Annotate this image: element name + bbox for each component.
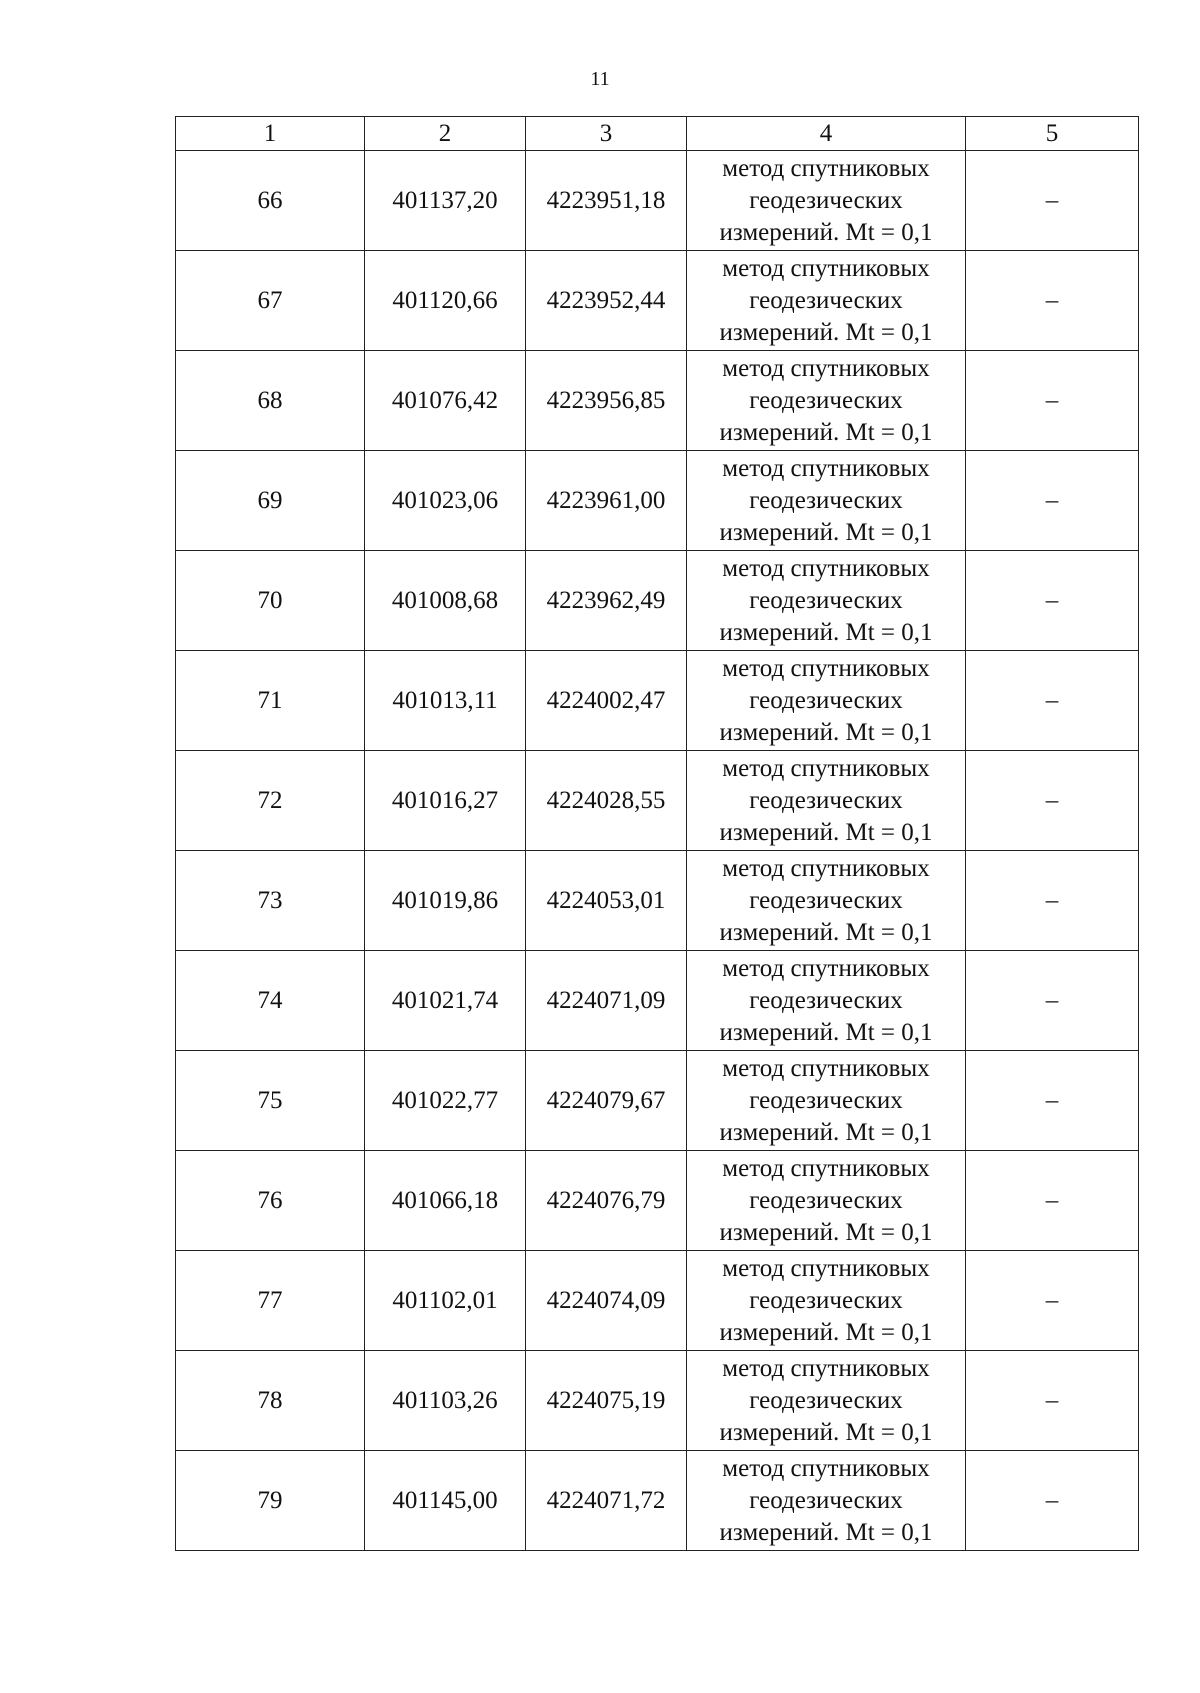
- y-coordinate-cell: 4223952,44: [526, 251, 687, 351]
- x-coordinate-cell: 401102,01: [365, 1251, 526, 1351]
- method-text-line: геодезических: [749, 1186, 903, 1214]
- method-cell: [687, 851, 966, 951]
- method-text-line: метод спутниковых: [722, 754, 930, 782]
- point-number-cell: 69: [176, 451, 365, 551]
- method-cell: [687, 1151, 966, 1251]
- table-row: [176, 451, 1139, 551]
- method-text-line: геодезических: [749, 586, 903, 614]
- point-number-cell: 67: [176, 251, 365, 351]
- method-cell: [687, 951, 966, 1051]
- method-text-line: измерений. Mt = 0,1: [719, 318, 933, 346]
- method-text-line: геодезических: [749, 186, 903, 214]
- method-cell: [687, 251, 966, 351]
- point-number-cell: 68: [176, 351, 365, 451]
- table-row: [176, 1351, 1139, 1451]
- table-row: [176, 651, 1139, 751]
- method-text-line: геодезических: [749, 1286, 903, 1314]
- method-text-line: геодезических: [749, 1086, 903, 1114]
- note-cell: –: [966, 851, 1139, 951]
- x-coordinate-cell: 401145,00: [365, 1451, 526, 1551]
- method-cell: [687, 1051, 966, 1151]
- point-number-cell: 72: [176, 751, 365, 851]
- table-body: [176, 151, 1139, 1551]
- method-text-line: метод спутниковых: [722, 954, 930, 982]
- method-text-line: измерений. Mt = 0,1: [719, 418, 933, 446]
- method-text-line: измерений. Mt = 0,1: [719, 1418, 933, 1446]
- x-coordinate-cell: 401120,66: [365, 251, 526, 351]
- table-row: [176, 551, 1139, 651]
- method-cell: [687, 351, 966, 451]
- point-number-cell: 77: [176, 1251, 365, 1351]
- table-row: [176, 1451, 1139, 1551]
- method-text-line: измерений. Mt = 0,1: [719, 618, 933, 646]
- x-coordinate-cell: 401076,42: [365, 351, 526, 451]
- y-coordinate-cell: 4223962,49: [526, 551, 687, 651]
- method-cell: [687, 551, 966, 651]
- method-text-line: измерений. Mt = 0,1: [719, 1018, 933, 1046]
- note-cell: –: [966, 151, 1139, 251]
- method-text-line: геодезических: [749, 686, 903, 714]
- method-text-line: метод спутниковых: [722, 1154, 930, 1182]
- method-text-line: геодезических: [749, 1386, 903, 1414]
- method-text-line: геодезических: [749, 286, 903, 314]
- x-coordinate-cell: 401137,20: [365, 151, 526, 251]
- note-cell: –: [966, 1151, 1139, 1251]
- point-number-cell: 70: [176, 551, 365, 651]
- page-number: 11: [590, 68, 610, 90]
- note-cell: –: [966, 651, 1139, 751]
- column-header-3: 3: [526, 117, 687, 151]
- table-row: [176, 1151, 1139, 1251]
- method-cell: [687, 1251, 966, 1351]
- x-coordinate-cell: 401103,26: [365, 1351, 526, 1451]
- method-text-line: метод спутниковых: [722, 554, 930, 582]
- note-cell: –: [966, 1351, 1139, 1451]
- table-row: [176, 251, 1139, 351]
- method-text-line: метод спутниковых: [722, 1254, 930, 1282]
- method-text-line: метод спутниковых: [722, 1354, 930, 1382]
- note-cell: –: [966, 1451, 1139, 1551]
- method-text-line: метод спутниковых: [722, 154, 930, 182]
- method-text-line: геодезических: [749, 486, 903, 514]
- table-row: [176, 151, 1139, 251]
- x-coordinate-cell: 401021,74: [365, 951, 526, 1051]
- table-row: [176, 751, 1139, 851]
- note-cell: –: [966, 451, 1139, 551]
- point-number-cell: 73: [176, 851, 365, 951]
- method-text-line: измерений. Mt = 0,1: [719, 1218, 933, 1246]
- x-coordinate-cell: 401066,18: [365, 1151, 526, 1251]
- y-coordinate-cell: 4223956,85: [526, 351, 687, 451]
- method-text-line: геодезических: [749, 386, 903, 414]
- point-number-cell: 71: [176, 651, 365, 751]
- x-coordinate-cell: 401022,77: [365, 1051, 526, 1151]
- column-header-4: 4: [687, 117, 966, 151]
- y-coordinate-cell: 4224076,79: [526, 1151, 687, 1251]
- point-number-cell: 75: [176, 1051, 365, 1151]
- y-coordinate-cell: 4224053,01: [526, 851, 687, 951]
- table-row: [176, 351, 1139, 451]
- x-coordinate-cell: 401023,06: [365, 451, 526, 551]
- x-coordinate-cell: 401008,68: [365, 551, 526, 651]
- y-coordinate-cell: 4224002,47: [526, 651, 687, 751]
- table-row: [176, 1051, 1139, 1151]
- method-text-line: метод спутниковых: [722, 1454, 930, 1482]
- method-text-line: измерений. Mt = 0,1: [719, 218, 933, 246]
- method-text-line: измерений. Mt = 0,1: [719, 1318, 933, 1346]
- y-coordinate-cell: 4223961,00: [526, 451, 687, 551]
- method-text-line: метод спутниковых: [722, 654, 930, 682]
- y-coordinate-cell: 4223951,18: [526, 151, 687, 251]
- method-text-line: измерений. Mt = 0,1: [719, 518, 933, 546]
- note-cell: –: [966, 251, 1139, 351]
- note-cell: –: [966, 551, 1139, 651]
- method-text-line: метод спутниковых: [722, 354, 930, 382]
- x-coordinate-cell: 401013,11: [365, 651, 526, 751]
- table-row: [176, 951, 1139, 1051]
- note-cell: –: [966, 351, 1139, 451]
- header-row: [176, 117, 1139, 151]
- method-text-line: метод спутниковых: [722, 454, 930, 482]
- method-text-line: метод спутниковых: [722, 254, 930, 282]
- note-cell: –: [966, 1051, 1139, 1151]
- method-cell: [687, 151, 966, 251]
- method-text-line: геодезических: [749, 1486, 903, 1514]
- column-header-1: 1: [176, 117, 365, 151]
- table-row: [176, 851, 1139, 951]
- point-number-cell: 76: [176, 1151, 365, 1251]
- column-header-2: 2: [365, 117, 526, 151]
- method-text-line: измерений. Mt = 0,1: [719, 1118, 933, 1146]
- y-coordinate-cell: 4224075,19: [526, 1351, 687, 1451]
- note-cell: –: [966, 951, 1139, 1051]
- column-header-5: 5: [966, 117, 1139, 151]
- point-number-cell: 66: [176, 151, 365, 251]
- method-text-line: геодезических: [749, 986, 903, 1014]
- method-text-line: геодезических: [749, 786, 903, 814]
- table-header: [176, 117, 1139, 151]
- method-cell: [687, 1351, 966, 1451]
- x-coordinate-cell: 401016,27: [365, 751, 526, 851]
- y-coordinate-cell: 4224028,55: [526, 751, 687, 851]
- y-coordinate-cell: 4224079,67: [526, 1051, 687, 1151]
- method-text-line: измерений. Mt = 0,1: [719, 1518, 933, 1546]
- y-coordinate-cell: 4224074,09: [526, 1251, 687, 1351]
- x-coordinate-cell: 401019,86: [365, 851, 526, 951]
- y-coordinate-cell: 4224071,72: [526, 1451, 687, 1551]
- y-coordinate-cell: 4224071,09: [526, 951, 687, 1051]
- method-text-line: измерений. Mt = 0,1: [719, 918, 933, 946]
- note-cell: –: [966, 751, 1139, 851]
- method-cell: [687, 451, 966, 551]
- point-number-cell: 79: [176, 1451, 365, 1551]
- point-number-cell: 78: [176, 1351, 365, 1451]
- method-text-line: метод спутниковых: [722, 854, 930, 882]
- method-text-line: измерений. Mt = 0,1: [719, 718, 933, 746]
- method-cell: [687, 1451, 966, 1551]
- table-row: [176, 1251, 1139, 1351]
- method-cell: [687, 651, 966, 751]
- coordinates-table: [175, 116, 1139, 1551]
- method-cell: [687, 751, 966, 851]
- method-text-line: метод спутниковых: [722, 1054, 930, 1082]
- note-cell: –: [966, 1251, 1139, 1351]
- point-number-cell: 74: [176, 951, 365, 1051]
- method-text-line: геодезических: [749, 886, 903, 914]
- coordinates-table-container: [175, 116, 1138, 1551]
- method-text-line: измерений. Mt = 0,1: [719, 818, 933, 846]
